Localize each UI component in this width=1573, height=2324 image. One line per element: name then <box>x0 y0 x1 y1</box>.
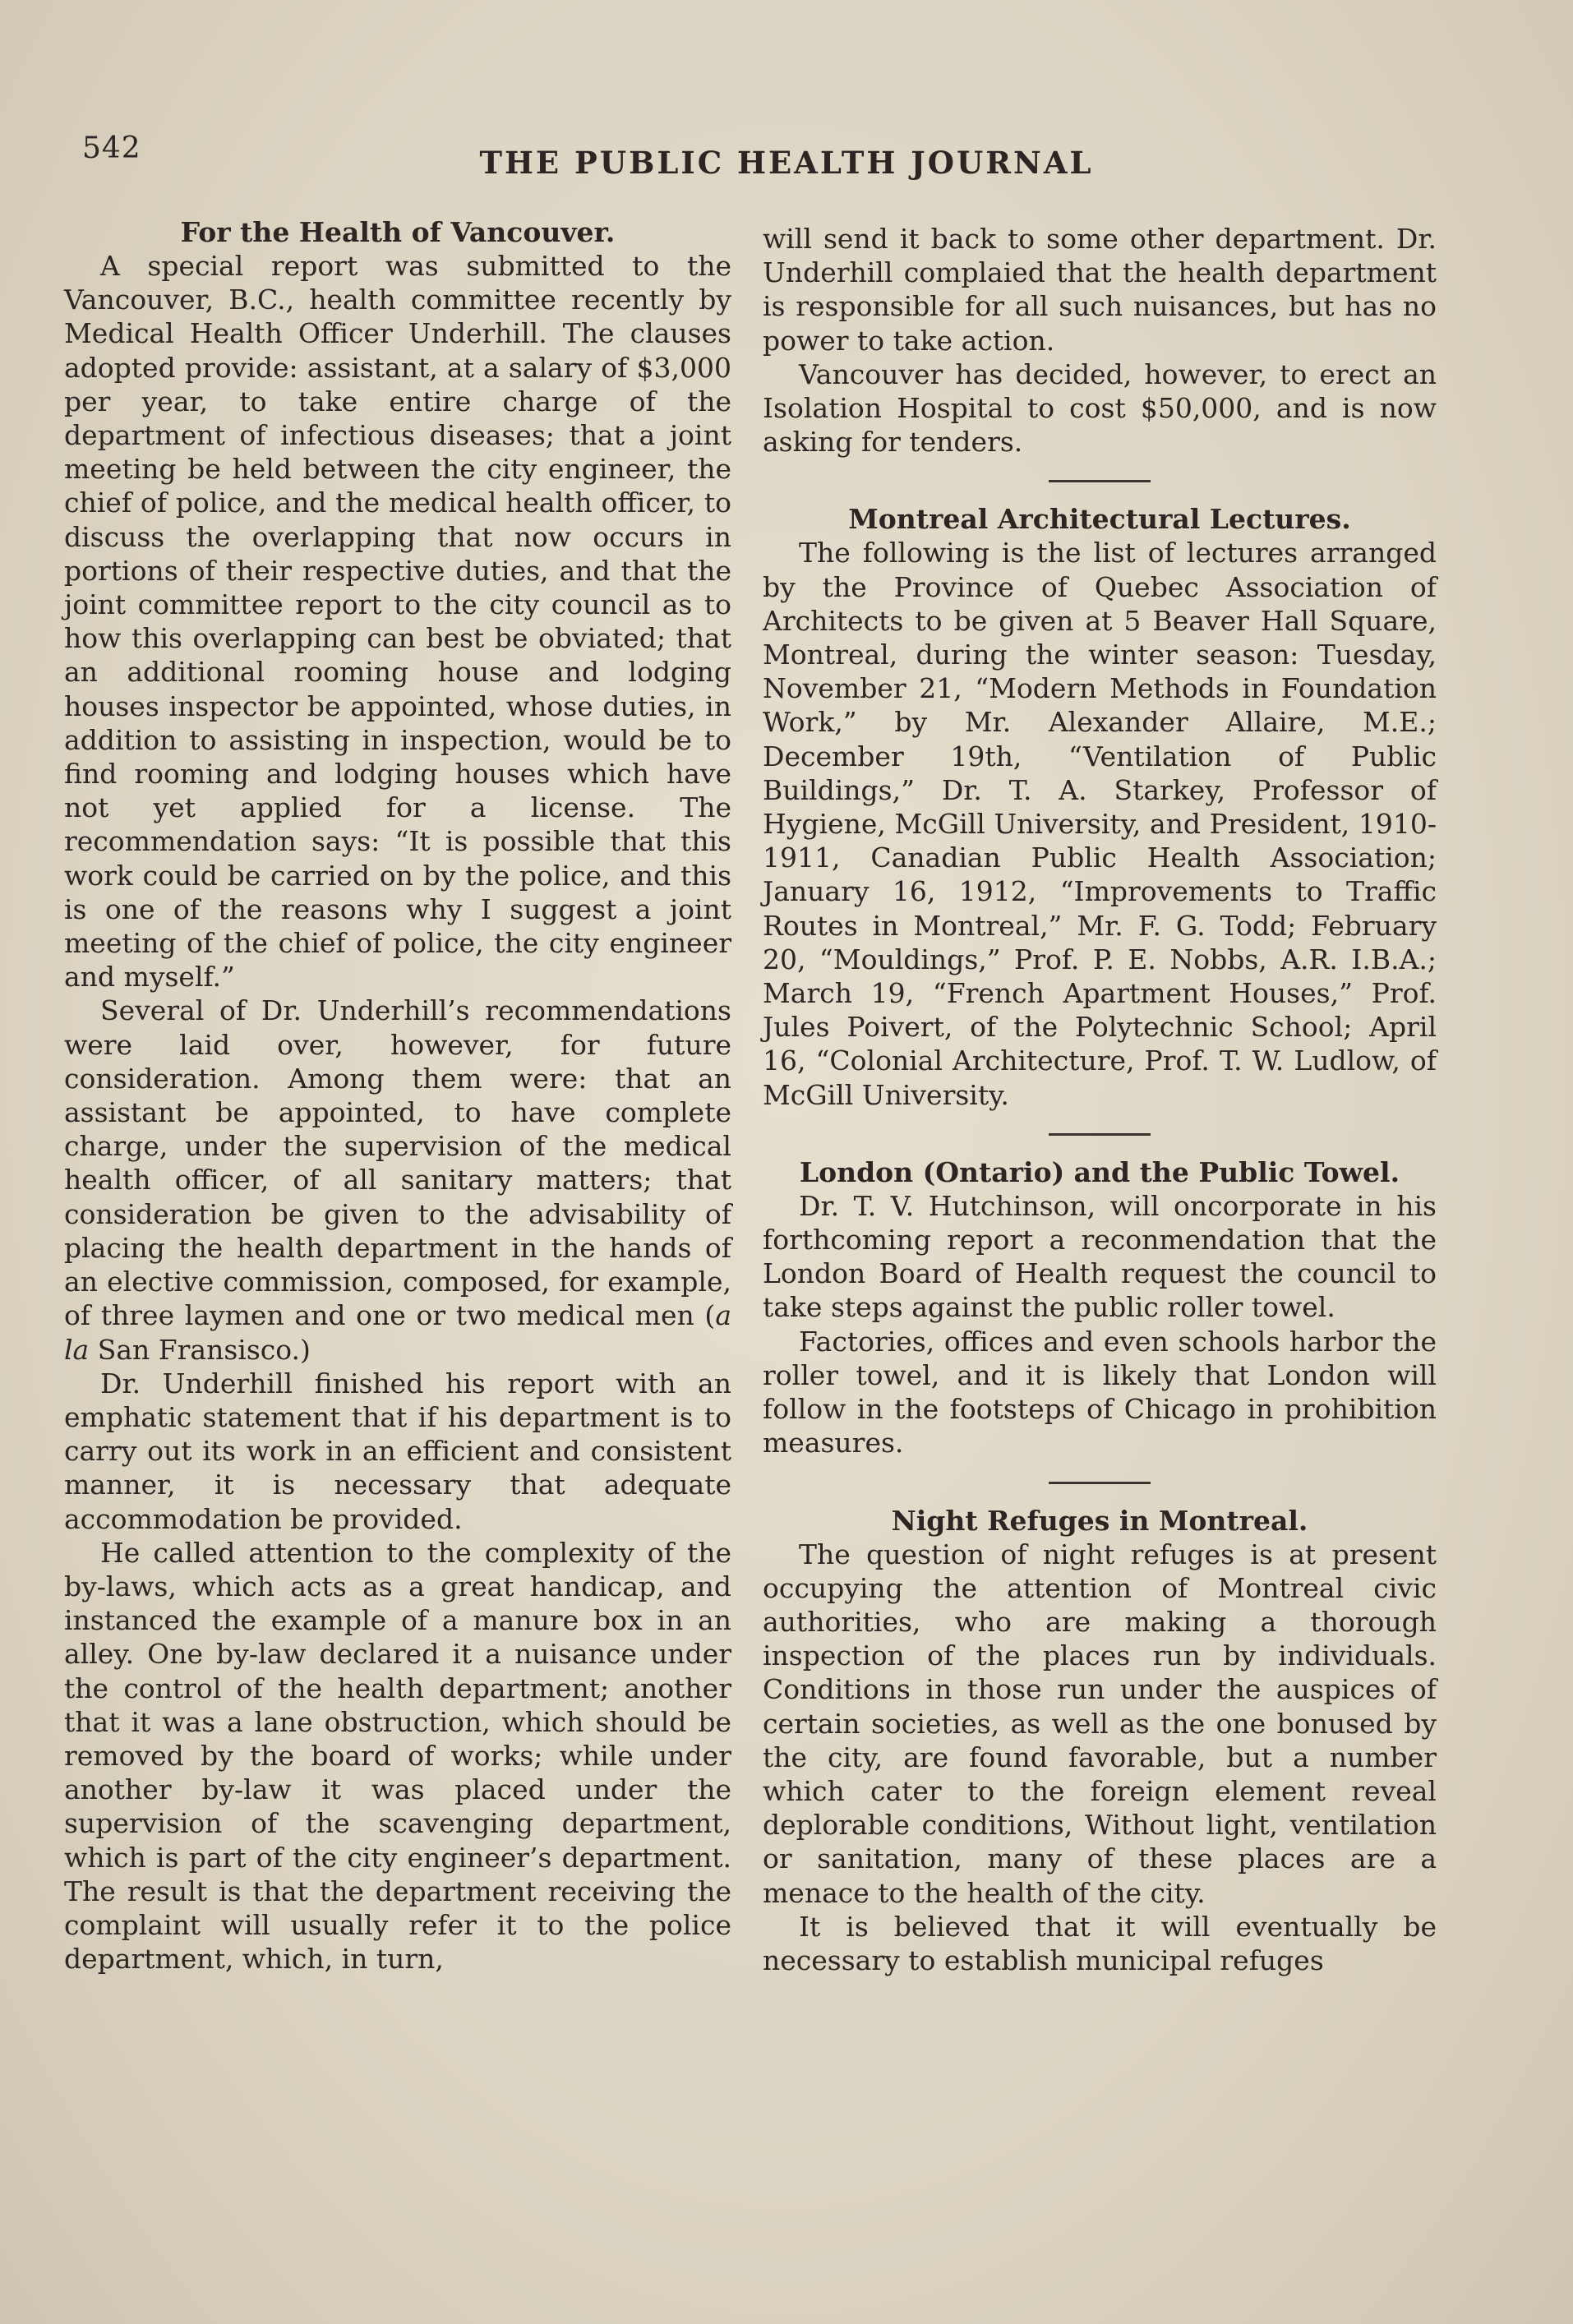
article-paragraph: Dr. Underhill finished his report with an emphatic statement that if his department is to carry out its work in an efficient and consistent manner, it is necessary that adequate accommodation be provided. <box>64 1367 731 1535</box>
section-divider <box>1049 480 1151 482</box>
article-paragraph: Dr. T. V. Hutchinson, will oncorporate in his forthcoming report a reconmendation that the London Board of Health request the council to take steps against the public roller towel. <box>763 1189 1437 1324</box>
page-number: 542 <box>82 131 141 165</box>
article-title-london-towel: London (Ontario) and the Public Towel. <box>799 1155 1400 1188</box>
paragraph-text: Several of Dr. Underhill’s recommendations were laid over, however, for future consideration. Among them were: that an assistant be appointed, to have complete charge, under the supervision of the medical health officer, of all sanitary matters; that consideration be given to the advisability of placing the health department in the hands of an elective commission, composed, for example, of three laymen and one or two medical men ( <box>64 994 731 1332</box>
section-divider <box>1049 1133 1151 1136</box>
article-paragraph: The following is the list of lectures arranged by the Province of Quebec Association of Architects to be given at 5 Beaver Hall Square, Montreal, during the winter season: Tuesday, November 21, “Modern Methods in Foundation Work,” by Mr. Alexander Allaire, M.E.; December 19th, “Ventilation of Public Buildings,” Dr. T. A. Starkey, Professor of Hygiene, McGill University, and President, 1910-1911, Canadian Public Health Association; January 16, 1912, “Improvements to Traffic Routes in Montreal,” Mr. F. G. Todd; February 20, “Mouldings,” Prof. P. E. Nobbs, A.R. I.B.A.; March 19, “French Apartment Houses,” Prof. Jules Poivert, of the Polytechnic School; April 16, “Colonial Architecture, Prof. T. W. Ludlow, of McGill University. <box>763 537 1437 1111</box>
journal-title: THE PUBLIC HEALTH JOURNAL <box>479 145 1094 181</box>
article-paragraph: will send it back to some other department. Dr. Underhill complaied that the health department is responsible for all such nuisances, but has no power to take action. <box>763 223 1437 357</box>
right-column <box>763 222 1437 1977</box>
article-paragraph: Vancouver has decided, however, to erect an Isolation Hospital to cost $50,000, and is now asking for tenders. <box>763 357 1437 459</box>
paragraph-text: San Fransisco.) <box>89 1333 311 1366</box>
article-paragraph: A special report was submitted to the Vancouver, B.C., health committee recently by Medical Health Officer Underhill. The clauses adopted provide: assistant, at a salary of $3,000 per year, to take entire charge of the department of infectious diseases; that a joint meeting be held between the city engineer, the chief of police, and the medical health officer, to discuss the overlapping that now occurs in portions of their respective duties, and that the joint committee report to the city council as to how this overlapping can best be obviated; that an additional rooming house and lodging houses inspector be appointed, whose duties, in addition to assisting in inspection, would be to find rooming and lodging houses which have not yet applied for a license. The recommendation says: “It is possible that this work could be carried on by the police, and this is one of the reasons why I suggest a joint meeting of the chief of police, the city engineer and myself.” <box>64 250 731 994</box>
article-paragraph: He called attention to the complexity of the by-laws, which acts as a great handicap, and instanced the example of a manure box in an alley. One by-law declared it a nuisance under the control of the health department; another that it was a lane obstruction, which should be removed by the board of works; while under another by-law it was placed under the supervision of the scavenging department, which is part of the city engineer’s department. The result is that the department receiving the complaint will usually refer it to the police department, which, in turn, <box>64 1536 731 1976</box>
article-title-vancouver: For the Health of Vancouver. <box>180 216 616 248</box>
left-column <box>64 215 731 1976</box>
section-divider <box>1049 1482 1151 1484</box>
article-paragraph: Factories, offices and even schools harbor the roller towel, and it is likely that London will follow in the footsteps of Chicago in prohibition measures. <box>763 1325 1437 1459</box>
article-paragraph: The question of night refuges is at present occupying the attention of Montreal civic authorities, who are making a thorough inspection of the places run by individuals. Conditions in those run under the auspices of certain societies, as well as the one bonused by the city, are found favorable, but a number which cater to the foreign element reveal deplorable conditions, Without light, ventilation or sanitation, many of these places are a menace to the health of the city. <box>763 1538 1437 1909</box>
article-title-montreal-lectures: Montreal Architectural Lectures. <box>848 503 1351 536</box>
article-title-night-refuges: Night Refuges in Montreal. <box>891 1504 1308 1537</box>
article-paragraph: It is believed that it will eventually be necessary to establish municipal refuges <box>763 1910 1437 1976</box>
italic-phrase: a la <box>64 1299 731 1366</box>
article-paragraph <box>64 994 731 1366</box>
